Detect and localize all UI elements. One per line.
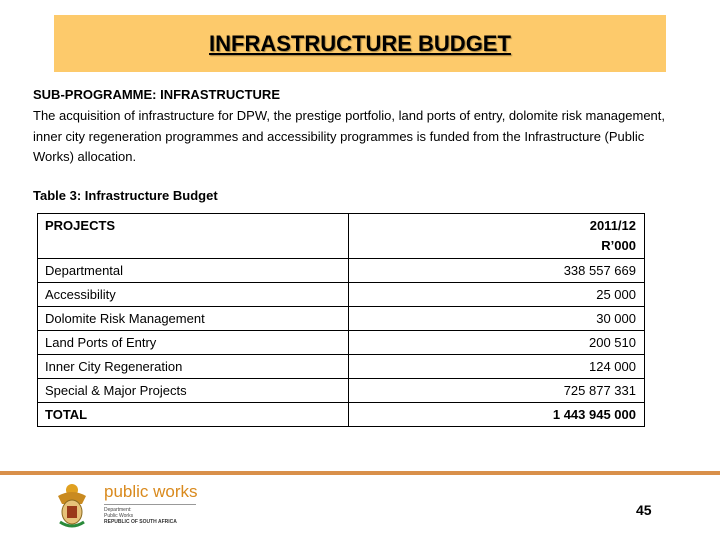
page-number: 45 (636, 502, 652, 518)
project-value: 124 000 (349, 355, 645, 379)
description-paragraph: The acquisition of infrastructure for DPW, the prestige portfolio, land ports of entry, dolomite risk management, inner city regeneration programmes and accessibility programmes is funded from the Infrastructure (Public Works) allocation. (33, 108, 665, 164)
budget-table (37, 213, 645, 427)
public-works-brand (104, 482, 198, 525)
project-value: 200 510 (349, 331, 645, 355)
table-row (38, 283, 645, 307)
project-name: Inner City Regeneration (38, 355, 349, 379)
country-name: REPUBLIC OF SOUTH AFRICA (104, 519, 177, 525)
header-year-label: 2011/12 (589, 218, 636, 233)
coat-of-arms-logo (54, 482, 90, 528)
subprogramme-heading: SUB-PROGRAMME: INFRASTRUCTURE (33, 87, 280, 102)
project-value: 725 877 331 (349, 379, 645, 403)
brand-divider (104, 504, 196, 505)
dept-line-1: Department: (104, 507, 132, 513)
table-header-row (38, 214, 645, 259)
header-projects: PROJECTS (38, 214, 349, 259)
project-name: Departmental (38, 259, 349, 283)
table-caption: Table 3: Infrastructure Budget (33, 188, 218, 203)
project-name: Accessibility (38, 283, 349, 307)
total-value: 1 443 945 000 (349, 403, 645, 427)
project-name: Dolomite Risk Management (38, 307, 349, 331)
brand-name: public works (104, 482, 198, 501)
dept-line-2: Public Works (104, 513, 134, 519)
project-name: Special & Major Projects (38, 379, 349, 403)
table-row (38, 379, 645, 403)
project-name: Land Ports of Entry (38, 331, 349, 355)
project-value: 338 557 669 (349, 259, 645, 283)
project-value: 30 000 (349, 307, 645, 331)
table-row (38, 259, 645, 283)
table-row (38, 355, 645, 379)
header-unit-label: R’000 (601, 238, 636, 253)
total-row (38, 403, 645, 427)
footer-divider (0, 471, 720, 475)
table-row (38, 331, 645, 355)
table-row (38, 307, 645, 331)
total-label: TOTAL (38, 403, 349, 427)
slide-title: INFRASTRUCTURE BUDGET (209, 30, 511, 56)
title-banner (54, 15, 666, 72)
header-year (349, 214, 645, 259)
project-value: 25 000 (349, 283, 645, 307)
